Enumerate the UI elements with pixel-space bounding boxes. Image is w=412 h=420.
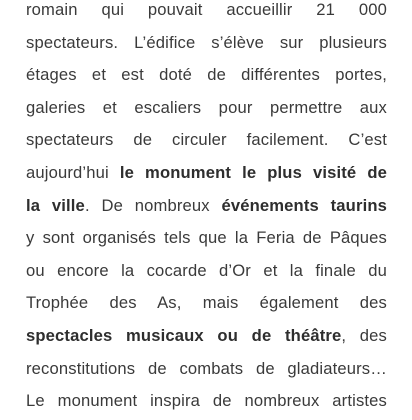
text-line [26,385,387,418]
text-segment: reconstitutions de combats de gladiateurs… [26,358,387,378]
text-segment: Le monument inspira de nombreux artistes [26,391,387,411]
bold-phrase: événements taurins [221,195,388,215]
text-segment: . De nombreux [84,195,222,215]
text-line [26,157,387,190]
text-segment: romain qui pouvait accueillir 21 000 [26,0,387,19]
text-line [26,287,387,320]
text-line [26,59,387,92]
text-segment: ou encore la cocarde d’Or et la finale du [26,260,387,280]
text-line [26,222,387,255]
text-line [26,92,387,125]
text-line [26,255,387,288]
text-line [26,190,387,223]
text-segment: y sont organisés tels que la Feria de Pâques [26,228,387,248]
text-line [26,124,387,157]
text-line [26,353,387,386]
bold-phrase: spectacles musicaux ou de théâtre [26,325,342,345]
text-segment: , des [341,325,387,345]
text-segment: spectateurs. L’édifice s’élève sur plusieurs [26,32,387,52]
text-segment: étages et est doté de différentes portes, [26,65,387,85]
text-line [26,320,387,353]
text-segment: aujourd’hui [26,162,120,182]
bold-phrase: le monument le plus visité de [119,162,387,182]
text-segment: Trophée des As, mais également des [26,293,387,313]
bold-phrase: la ville [26,195,85,215]
text-line [26,0,387,27]
text-segment: galeries et escaliers pour permettre aux [26,97,387,117]
text-segment: spectateurs de circuler facilement. C’est [26,130,387,150]
article-body [26,0,387,418]
text-line [26,27,387,60]
